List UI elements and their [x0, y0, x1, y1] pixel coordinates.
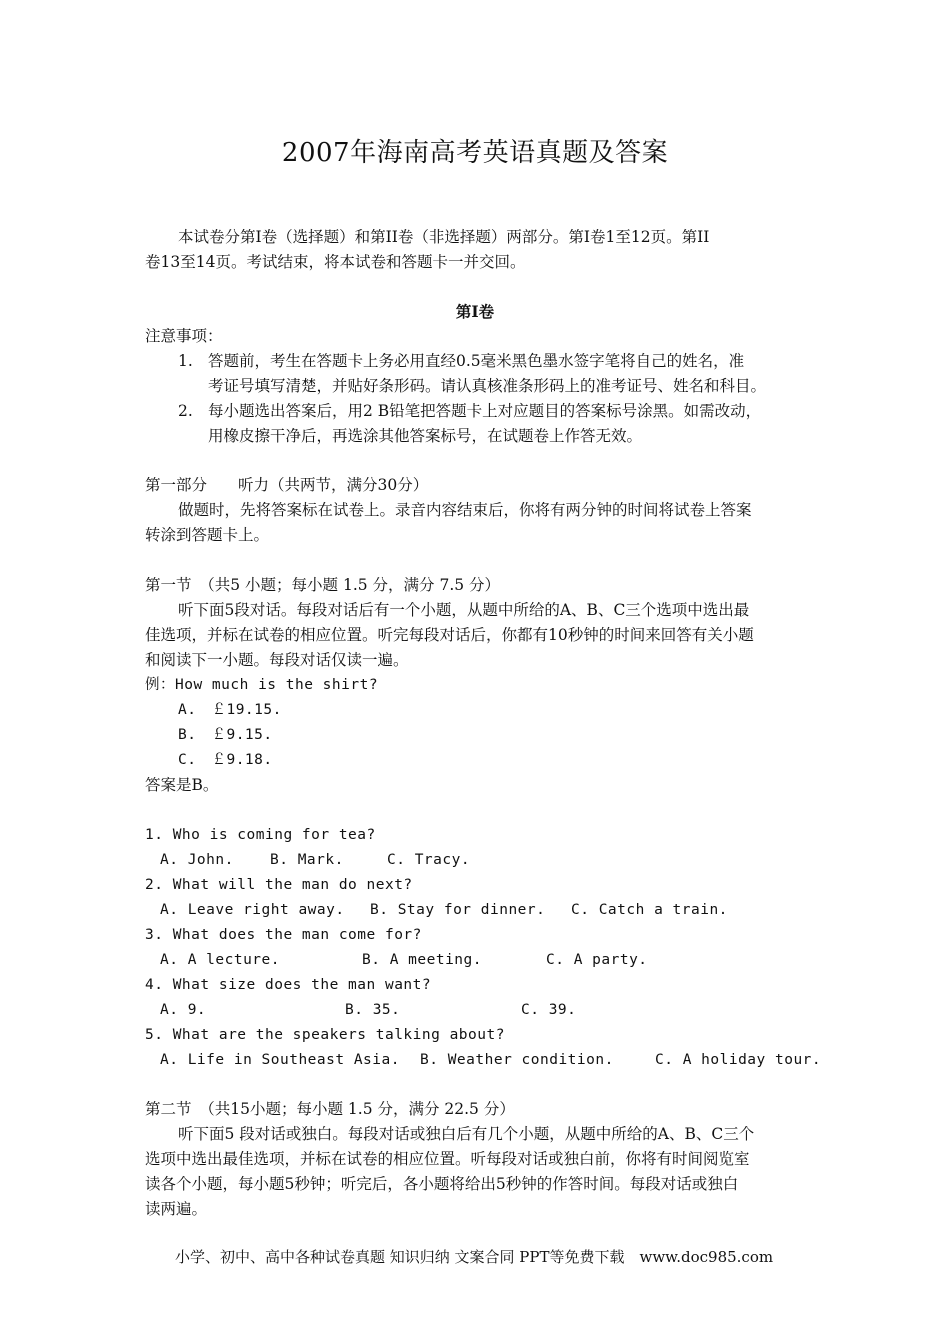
notice-item-number: 2.	[178, 402, 193, 420]
notice-label: 注意事项：	[145, 327, 223, 345]
notice-item-text: 考证号填写清楚，并贴好条形码。请认真核准条形码上的准考证号、姓名和科目。	[208, 377, 767, 395]
option-c: C. Catch a train.	[571, 902, 728, 918]
section1-text: 佳选项，并标在试卷的相应位置。听完每段对话后，你都有10秒钟的时间来回答有关小题	[145, 626, 754, 644]
intro-line: 卷13至14页。考试结束，将本试卷和答题卡一并交回。	[145, 253, 526, 271]
option-b: B. Stay for dinner.	[370, 902, 546, 918]
part1-heading: 第一部分 听力（共两节，满分30分）	[145, 476, 429, 494]
footer-link[interactable]: 小学、初中、高中各种试卷真题 知识归纳 文案合同 PPT等免费下载 www.doc985.com	[175, 1248, 774, 1266]
example-option: C. ￡9.18.	[178, 752, 273, 768]
question: 4. What size does the man want?	[145, 977, 432, 993]
example-answer: 答案是B。	[145, 776, 219, 794]
question: 3. What does the man come for?	[145, 927, 422, 943]
question: 1. Who is coming for tea?	[145, 827, 376, 843]
option-a: A. 9.	[160, 1002, 207, 1018]
section2-text: 读各个小题，每小题5秒钟；听完后，各小题将给出5秒钟的作答时间。每段对话或独白	[145, 1175, 739, 1193]
question: 2. What will the man do next?	[145, 877, 413, 893]
example-question: 例：How much is the shirt?	[145, 677, 379, 693]
section1-heading: 第一节 （共5 小题；每小题 1.5 分，满分 7.5 分）	[145, 576, 501, 594]
option-a: A. Life in Southeast Asia.	[160, 1052, 400, 1068]
part1-text: 转涂到答题卡上。	[145, 526, 270, 544]
option-b: B. A meeting.	[362, 952, 482, 968]
example-option: A. ￡19.15.	[178, 702, 282, 718]
option-b: B. Mark.	[270, 852, 344, 868]
section2-text: 读两遍。	[145, 1200, 208, 1218]
page-title: 2007年海南高考英语真题及答案	[281, 138, 669, 168]
option-c: C. Tracy.	[387, 852, 471, 868]
section2-text: 听下面5 段对话或独白。每段对话或独白后有几个小题，从题中所给的A、B、C三个	[178, 1125, 755, 1143]
option-b: B. Weather condition.	[420, 1052, 614, 1068]
option-c: C. A party.	[546, 952, 648, 968]
option-c: C. 39.	[521, 1002, 577, 1018]
option-a: A. Leave right away.	[160, 902, 345, 918]
section-heading: 第Ⅰ卷	[455, 302, 495, 321]
notice-item-text: 答题前，考生在答题卡上务必用直经0.5毫米黑色墨水签字笔将自己的姓名，准	[208, 352, 745, 370]
question: 5. What are the speakers talking about?	[145, 1027, 505, 1043]
notice-item-text: 用橡皮擦干净后，再选涂其他答案标号，在试题卷上作答无效。	[208, 427, 643, 445]
section2-text: 选项中选出最佳选项，并标在试卷的相应位置。听每段对话或独白前，你将有时间阅览室	[145, 1150, 750, 1168]
option-a: A. A lecture.	[160, 952, 280, 968]
part1-text: 做题时，先将答案标在试卷上。录音内容结束后，你将有两分钟的时间将试卷上答案	[178, 501, 752, 519]
notice-item-number: 1.	[178, 352, 193, 370]
example-option: B. ￡9.15.	[178, 727, 273, 743]
section1-text: 听下面5段对话。每段对话后有一个小题，从题中所给的A、B、C三个选项中选出最	[178, 601, 750, 619]
option-b: B. 35.	[345, 1002, 401, 1018]
notice-item-text: 每小题选出答案后，用2 B铅笔把答题卡上对应题目的答案标号涂黑。如需改动，	[208, 402, 762, 420]
option-a: A. John.	[160, 852, 234, 868]
option-c: C. A holiday tour.	[655, 1052, 822, 1068]
section1-text: 和阅读下一小题。每段对话仅读一遍。	[145, 651, 409, 669]
intro-line: 本试卷分第Ⅰ卷（选择题）和第II卷（非选择题）两部分。第Ⅰ卷1至12页。第II	[178, 228, 710, 246]
section2-heading: 第二节 （共15小题；每小题 1.5 分，满分 22.5 分）	[145, 1100, 515, 1118]
